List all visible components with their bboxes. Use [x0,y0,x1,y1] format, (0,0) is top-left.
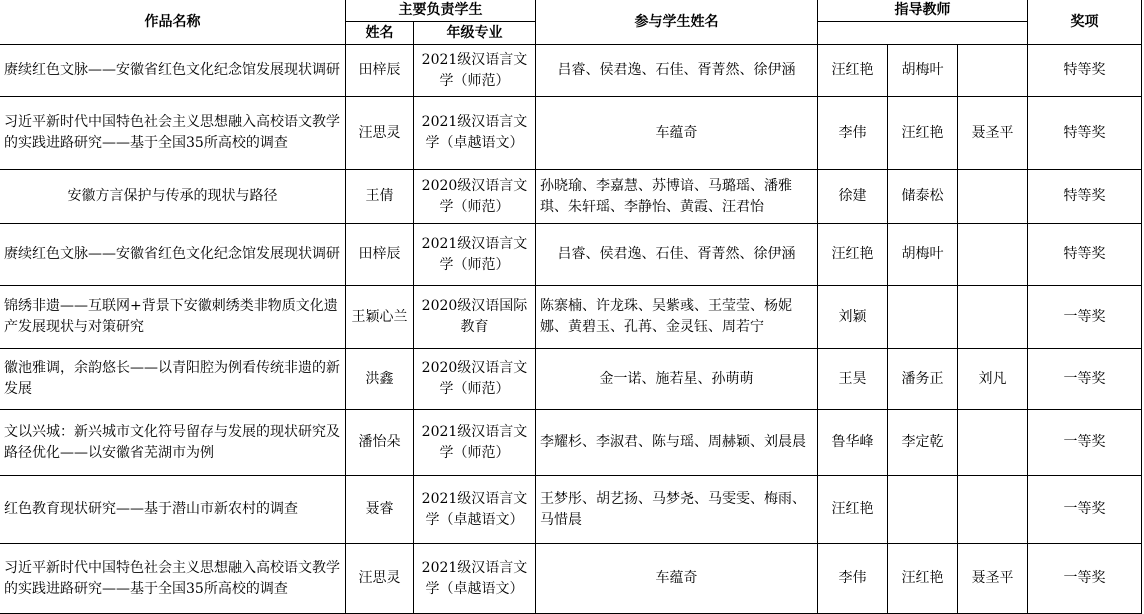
header-award: 奖项 [1028,0,1142,45]
cell-award: 一等奖 [1028,544,1142,614]
cell-teacher-2: 储泰松 [888,170,958,224]
cell-title: 习近平新时代中国特色社会主义思想融入高校语文教学的实践进路研究——基于全国35所高校的调查 [0,97,346,170]
cell-title: 红色教育现状研究——基于潜山市新农村的调查 [0,476,346,544]
cell-lead-name: 洪鑫 [346,349,414,410]
cell-title: 赓续红色文脉——安徽省红色文化纪念馆发展现状调研 [0,224,346,286]
cell-award: 特等奖 [1028,45,1142,97]
cell-title: 习近平新时代中国特色社会主义思想融入高校语文教学的实践进路研究——基于全国35所高校的调查 [0,544,346,614]
cell-title: 锦绣非遗——互联网+背景下安徽刺绣类非物质文化遗产发展现状与对策研究 [0,286,346,349]
cell-lead-major: 2020级汉语国际教育 [414,286,536,349]
table-row [0,97,1142,170]
table-row [0,410,1142,476]
cell-teacher-3 [958,170,1028,224]
header-lead-major: 年级专业 [414,22,536,45]
cell-teacher-3: 聂圣平 [958,544,1028,614]
cell-teacher-2: 胡梅叶 [888,224,958,286]
cell-teacher-2: 潘务正 [888,349,958,410]
table-row [0,544,1142,614]
cell-participants: 李耀杉、李淑君、陈与瑶、周赫颖、刘晨晨 [536,410,818,476]
cell-lead-major: 2021级汉语言文学（师范） [414,45,536,97]
cell-participants: 陈寨楠、许龙珠、吴紫彧、王莹莹、杨妮娜、黄碧玉、孔苒、金灵钰、周若宁 [536,286,818,349]
cell-teacher-2 [888,286,958,349]
cell-teacher-1: 李伟 [818,544,888,614]
cell-teacher-1: 王昊 [818,349,888,410]
cell-teacher-2: 汪红艳 [888,97,958,170]
header-teachers: 指导教师 [818,0,1028,22]
table-row [0,170,1142,224]
cell-award: 一等奖 [1028,410,1142,476]
cell-teacher-3 [958,224,1028,286]
cell-lead-major: 2020级汉语言文学（师范） [414,170,536,224]
cell-lead-major: 2021级汉语言文学（卓越语文） [414,476,536,544]
header-participants: 参与学生姓名 [536,0,818,45]
cell-award: 特等奖 [1028,170,1142,224]
cell-lead-major: 2020级汉语言文学（师范） [414,349,536,410]
cell-teacher-1: 汪红艳 [818,224,888,286]
cell-participants: 车蕴奇 [536,97,818,170]
cell-award: 一等奖 [1028,349,1142,410]
cell-teacher-1: 李伟 [818,97,888,170]
cell-teacher-3 [958,476,1028,544]
cell-participants: 孙晓瑜、李嘉慧、苏博谙、马璐瑶、潘雅琪、朱轩瑶、李静怡、黄霞、汪君怡 [536,170,818,224]
cell-teacher-3 [958,410,1028,476]
cell-teacher-3: 聂圣平 [958,97,1028,170]
cell-participants: 吕睿、侯君逸、石佳、胥菁然、徐伊涵 [536,224,818,286]
cell-lead-name: 王倩 [346,170,414,224]
cell-award: 一等奖 [1028,286,1142,349]
table-body [0,45,1142,614]
cell-teacher-1: 刘颖 [818,286,888,349]
cell-award: 一等奖 [1028,476,1142,544]
cell-title: 徽池雅调，余韵悠长——以青阳腔为例看传统非遗的新发展 [0,349,346,410]
table-row [0,224,1142,286]
cell-lead-name: 聂睿 [346,476,414,544]
table-row [0,349,1142,410]
table-row [0,45,1142,97]
cell-lead-name: 田梓辰 [346,45,414,97]
cell-lead-name: 汪思灵 [346,97,414,170]
cell-lead-name: 王颖心兰 [346,286,414,349]
cell-award: 特等奖 [1028,97,1142,170]
cell-lead-major: 2021级汉语言文学（师范） [414,224,536,286]
cell-award: 特等奖 [1028,224,1142,286]
cell-lead-name: 潘怡朵 [346,410,414,476]
cell-teacher-1: 鲁华峰 [818,410,888,476]
header-teachers-blank [818,22,1028,45]
cell-teacher-2 [888,476,958,544]
header-lead-name: 姓名 [346,22,414,45]
cell-teacher-2: 李定乾 [888,410,958,476]
cell-participants: 金一诺、施若星、孙萌萌 [536,349,818,410]
cell-participants: 吕睿、侯君逸、石佳、胥菁然、徐伊涵 [536,45,818,97]
cell-teacher-1: 汪红艳 [818,476,888,544]
table-row [0,286,1142,349]
table-header [0,0,1142,45]
cell-teacher-3 [958,286,1028,349]
table-row [0,476,1142,544]
cell-teacher-2: 汪红艳 [888,544,958,614]
cell-teacher-2: 胡梅叶 [888,45,958,97]
cell-lead-major: 2021级汉语言文学（卓越语文） [414,544,536,614]
cell-teacher-1: 徐建 [818,170,888,224]
cell-title: 安徽方言保护与传承的现状与路径 [0,170,346,224]
header-title: 作品名称 [0,0,346,45]
cell-lead-name: 汪思灵 [346,544,414,614]
cell-participants: 车蕴奇 [536,544,818,614]
cell-title: 文以兴城：新兴城市文化符号留存与发展的现状研究及路径优化——以安徽省芜湖市为例 [0,410,346,476]
cell-title: 赓续红色文脉——安徽省红色文化纪念馆发展现状调研 [0,45,346,97]
cell-teacher-3: 刘凡 [958,349,1028,410]
cell-teacher-3 [958,45,1028,97]
cell-teacher-1: 汪红艳 [818,45,888,97]
cell-lead-major: 2021级汉语言文学（卓越语文） [414,97,536,170]
cell-lead-name: 田梓辰 [346,224,414,286]
cell-lead-major: 2021级汉语言文学（师范） [414,410,536,476]
header-lead: 主要负责学生 [346,0,536,22]
cell-participants: 王梦彤、胡艺扬、马梦尧、马雯雯、梅雨、马惜晨 [536,476,818,544]
